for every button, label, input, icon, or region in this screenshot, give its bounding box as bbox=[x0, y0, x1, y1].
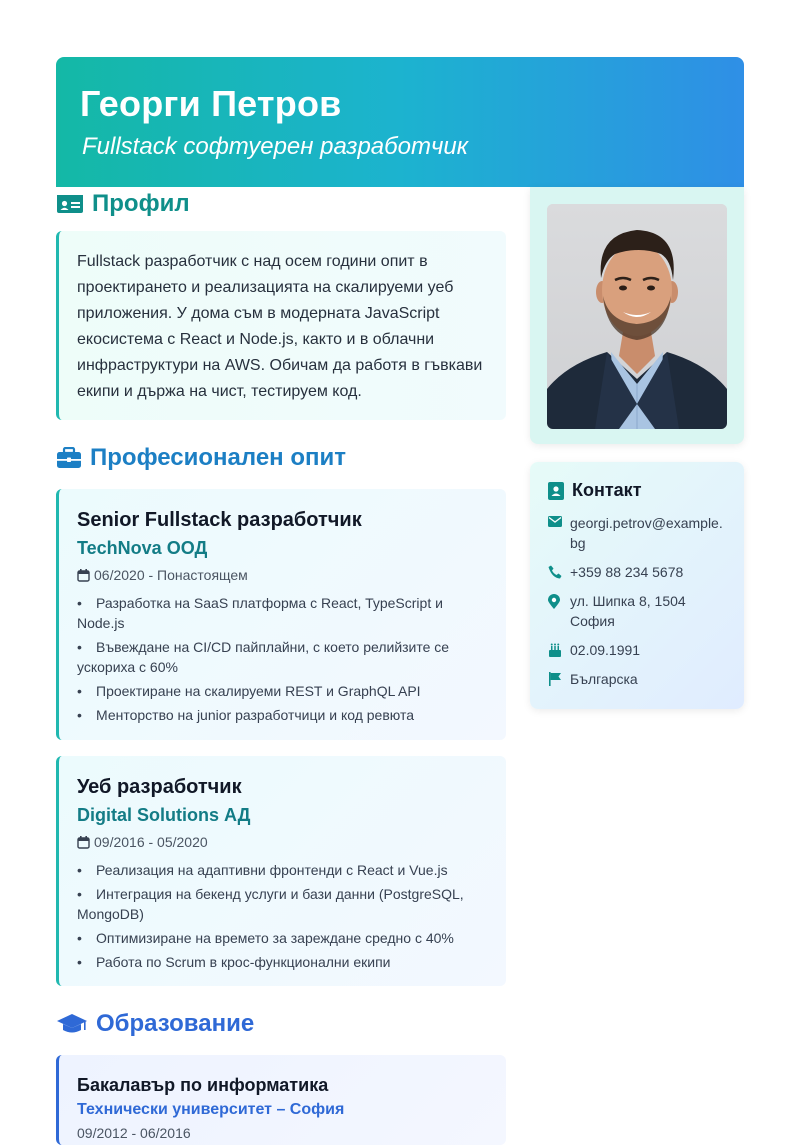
duty-list bbox=[77, 860, 488, 972]
list-item: • Менторство на junior разработчици и код ревюта bbox=[77, 707, 415, 723]
job-company: Digital Solutions АД bbox=[77, 805, 251, 825]
job-period: 09/2016 - 05/2020 bbox=[77, 832, 488, 852]
phone-icon bbox=[548, 565, 562, 579]
list-item: • Интеграция на бекенд услуги и бази данни (PostgreSQL, MongoDB) bbox=[77, 886, 464, 922]
education-heading bbox=[56, 1010, 254, 1038]
job-company: TechNova ООД bbox=[77, 538, 208, 558]
calendar-icon bbox=[77, 569, 90, 582]
job-title: Fullstack софтуерен разработчик bbox=[82, 133, 469, 160]
experience-heading bbox=[56, 444, 346, 472]
job-card bbox=[56, 756, 506, 986]
profile-heading-text: Профил bbox=[92, 190, 190, 217]
contact-birthdate: 02.09.1991 bbox=[548, 640, 726, 660]
job-period: 06/2020 - Понастоящем bbox=[77, 565, 488, 585]
contact-email[interactable]: georgi.petrov@example.bg bbox=[548, 513, 726, 553]
experience-heading-text: Професионален опит bbox=[90, 444, 346, 471]
education-heading-text: Образование bbox=[96, 1010, 255, 1037]
contact-nationality: Българска bbox=[548, 669, 726, 689]
list-item: • Работа по Scrum в крос-функционални екипи bbox=[77, 954, 391, 970]
job-position: Уеб разработчик bbox=[77, 776, 242, 798]
flag-icon bbox=[548, 672, 562, 686]
contact-heading: Контакт bbox=[548, 480, 726, 501]
job-card bbox=[56, 489, 506, 740]
list-item: • Оптимизиране на времето за зареждане средно с 40% bbox=[77, 930, 454, 946]
person-name: Георги Петров bbox=[80, 83, 342, 124]
header-banner bbox=[56, 57, 744, 187]
education-school: Технически университет – София bbox=[77, 1101, 345, 1118]
education-degree: Бакалавър по информатика bbox=[77, 1075, 329, 1095]
profile-text: Fullstack разработчик с над осем години опит в проектирането и реализацията на скалируеми уеб приложения. У дома съм в модерната JavaScript екосистема с React и Node.js, както и в облачни инфраструктури на AWS. Обичам да работя в гъвкави екипи и държа на чист, тестируем код. bbox=[77, 253, 483, 400]
map-pin-icon bbox=[548, 594, 560, 609]
profile-heading bbox=[56, 190, 190, 218]
photo-frame bbox=[530, 187, 744, 444]
education-period: 09/2012 - 06/2016 bbox=[77, 1125, 191, 1141]
id-card-icon bbox=[56, 193, 84, 215]
job-position: Senior Fullstack разработчик bbox=[77, 509, 362, 531]
contact-address: ул. Шипка 8, 1504 София bbox=[548, 591, 726, 631]
list-item: • Разработка на SaaS платформа с React, TypeScript и Node.js bbox=[77, 595, 443, 631]
briefcase-icon bbox=[56, 447, 82, 469]
envelope-icon bbox=[548, 516, 562, 527]
contact-phone[interactable]: +359 88 234 5678 bbox=[548, 562, 726, 582]
duty-list bbox=[77, 593, 488, 725]
address-book-icon bbox=[548, 482, 564, 500]
education-card bbox=[56, 1055, 506, 1145]
profile-photo bbox=[547, 204, 727, 429]
calendar-icon bbox=[77, 836, 90, 849]
list-item: • Въвеждане на CI/CD пайплайни, с което релийзите се ускориха с 60% bbox=[77, 639, 450, 675]
cake-icon bbox=[548, 643, 562, 657]
contact-card bbox=[530, 462, 744, 709]
list-item: • Реализация на адаптивни фронтенди с React и Vue.js bbox=[77, 862, 448, 878]
list-item: • Проектиране на скалируеми REST и GraphQL API bbox=[77, 683, 421, 699]
graduation-cap-icon bbox=[56, 1013, 88, 1035]
profile-card bbox=[56, 231, 506, 420]
